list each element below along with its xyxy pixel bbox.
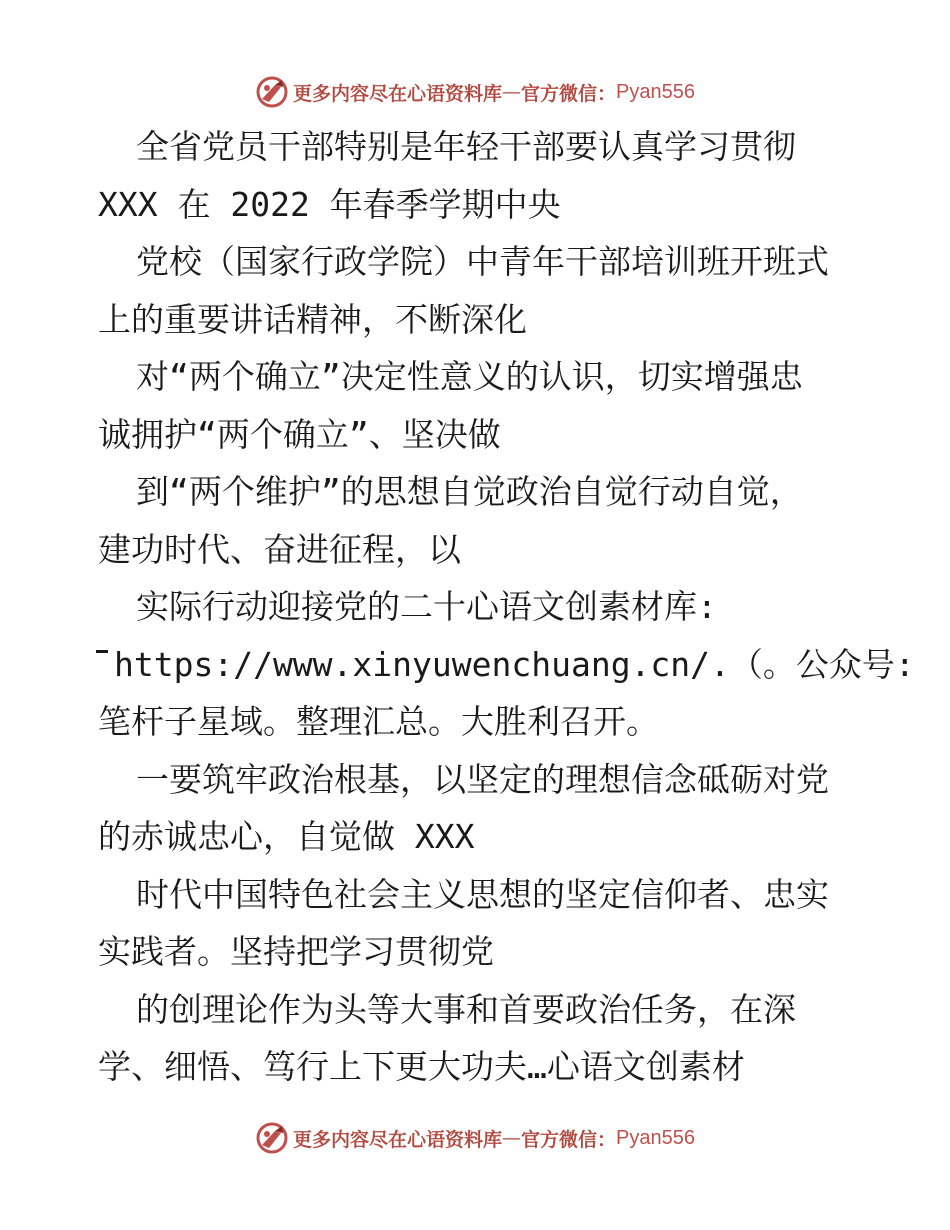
body-line: 党校（国家行政学院）中青年干部培训班开班式 [136, 242, 829, 281]
margin-mark [96, 650, 108, 653]
footer-separator: — [502, 1127, 522, 1149]
body-line: 笔杆子星域。整理汇总。大胜利召开。 [98, 702, 659, 741]
body-line: 全省党员干部特别是年轻干部要认真学习贯彻 [136, 127, 796, 166]
header-tagline: 更多内容尽在心语资料库 [293, 82, 503, 105]
body-line: XXX 在 2022 年春季学期中央 [98, 184, 561, 224]
footer-wechat-id: Pyan556 [616, 1126, 695, 1149]
footer-banner [0, 1118, 950, 1158]
body-line: 诚拥护“两个确立”、坚决做 [98, 414, 501, 454]
body-line: 实践者。坚持把学习贯彻党 [98, 932, 494, 971]
body-line: 学、细悟、笃行上下更大功夫…心语文创素材 [98, 1047, 745, 1086]
body-line: 的创理论作为头等大事和首要政治任务，在深 [136, 989, 796, 1029]
body-line: 建功时代、奋进征程，以 [98, 529, 461, 569]
header-separator: — [502, 81, 522, 103]
footer-tagline: 更多内容尽在心语资料库 [293, 1128, 503, 1151]
footer-wechat-label: 官方微信： [521, 1128, 617, 1151]
body-line: 时代中国特色社会主义思想的坚定信仰者、忠实 [136, 874, 829, 914]
header-wechat-label: 官方微信： [521, 82, 617, 105]
body-line: 实际行动迎接党的二十心语文创素材库: [136, 587, 717, 626]
brand-logo-icon [255, 1121, 289, 1155]
body-line: 对“两个确立”决定性意义的认识，切实增强忠 [136, 357, 803, 396]
url-text: https://www.xinyuwenchuang.cn/.（。公众号: [114, 644, 915, 684]
body-line: 上的重要讲话精神，不断深化 [98, 299, 527, 339]
header-wechat-id: Pyan556 [616, 80, 695, 103]
document-body [98, 118, 915, 1096]
brand-logo-icon [255, 75, 289, 109]
body-line: 一要筑牢政治根基，以坚定的理想信念砥砺对党 [136, 759, 829, 799]
header-banner [0, 72, 950, 112]
body-line: 的赤诚忠心，自觉做 XXX [98, 817, 475, 856]
body-line: 到“两个维护”的思想自觉政治自觉行动自觉， [136, 472, 803, 511]
body-line-marked [98, 636, 915, 694]
